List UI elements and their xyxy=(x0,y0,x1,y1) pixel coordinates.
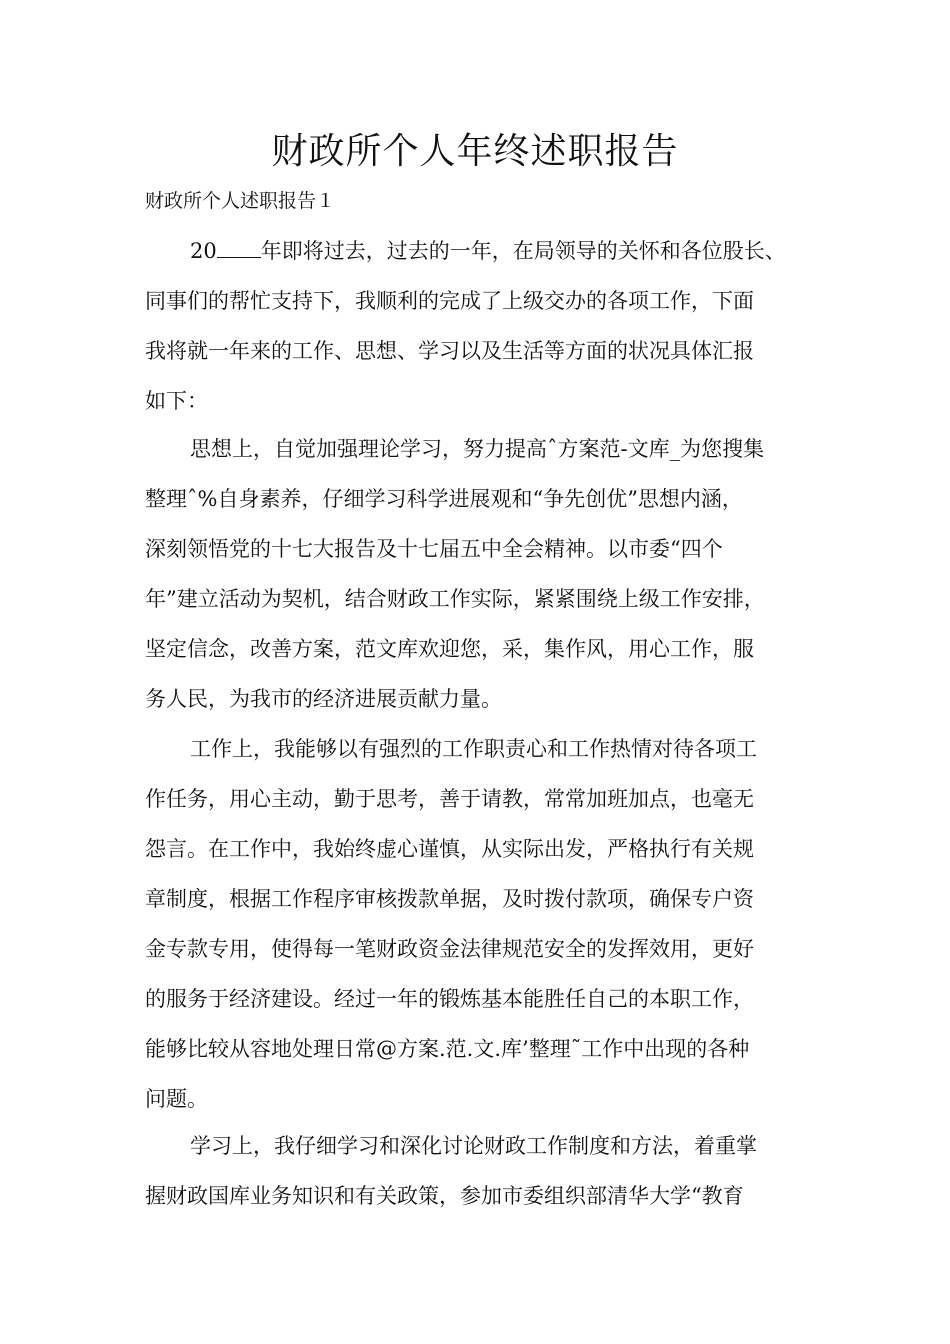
paragraph-line: 年”建立活动为契机，结合财政工作实际，紧紧围绕上级工作安排， xyxy=(145,587,765,611)
paragraph-line: 学习上，我仔细学习和深化讨论财政工作制度和方法，着重掌 xyxy=(190,1134,757,1158)
paragraph-line: 思想上，自觉加强理论学习，努力提高ˆ方案范-文库_为您搜集 xyxy=(190,437,765,461)
paragraph-line: 能够比较从容地处理日常@方案.范.文.库’整理˜工作中出现的各种 xyxy=(145,1037,750,1061)
paragraph-1 xyxy=(145,226,825,426)
paragraph-line: 同事们的帮忙支持下，我顺利的完成了上级交办的各项工作，下面 xyxy=(145,289,754,313)
paragraph-line: 金专款专用，使得每一笔财政资金法律规范安全的发挥效用，更好 xyxy=(145,937,754,961)
paragraph-line: 问题。 xyxy=(145,1087,208,1111)
paragraph-line: 深刻领悟党的十七大报告及十七届五中全会精神。以市委“四个 xyxy=(145,537,723,561)
paragraph-line: 20 年即将过去，过去的一年，在局领导的关怀和各位股长、 xyxy=(145,226,825,276)
paragraph-line: 握财政国库业务知识和有关政策，参加市委组织部清华大学“教育 xyxy=(145,1184,744,1208)
paragraph-line: 坚定信念，改善方案，范文库欢迎您，采，集作风，用心工作，服 xyxy=(145,637,754,661)
paragraph-line: 如下： xyxy=(145,389,208,413)
paragraph-line: 的服务于经济建设。经过一年的锻炼基本能胜任自己的本职工作， xyxy=(145,987,754,1011)
paragraph-line: 务人民，为我市的经济进展贡献力量。 xyxy=(145,687,502,711)
paragraph-line: 工作上，我能够以有强烈的工作职责心和工作热情对待各项工 xyxy=(190,737,757,761)
document-title: 财政所个人年终述职报告 xyxy=(271,131,679,172)
paragraph-line: 我将就一年来的工作、思想、学习以及生活等方面的状况具体汇报 xyxy=(145,339,754,363)
paragraph-2 xyxy=(145,424,825,724)
document-subtitle: 财政所个人述职报告１ xyxy=(145,190,336,212)
paragraph-line: 整理ˆ%自身素养，仔细学习科学进展观和“争先创优”思想内涵， xyxy=(145,487,743,511)
paragraph-line: 怨言。在工作中，我始终虚心谨慎，从实际出发，严格执行有关规 xyxy=(145,837,754,861)
paragraph-line: 作任务，用心主动，勤于思考，善于请教，常常加班加点，也毫无 xyxy=(145,787,754,811)
paragraph-line: 章制度，根据工作程序审核拨款单据，及时拨付款项，确保专户资 xyxy=(145,887,754,911)
paragraph-3 xyxy=(145,724,825,1124)
blank-underline xyxy=(217,233,261,258)
paragraph-4 xyxy=(145,1121,825,1221)
